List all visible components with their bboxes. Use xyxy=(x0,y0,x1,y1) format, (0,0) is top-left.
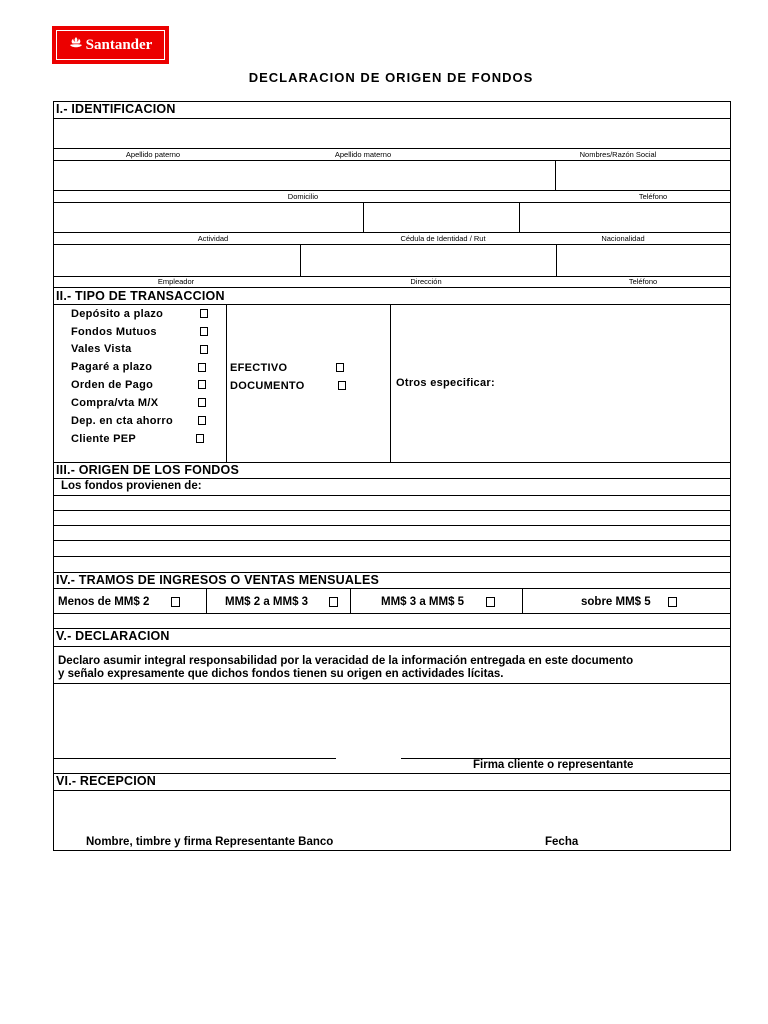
apellido-paterno-label: Apellido paterno xyxy=(125,150,181,159)
cliente-pep-checkbox[interactable] xyxy=(196,434,204,443)
efectivo-checkbox[interactable] xyxy=(336,363,344,372)
fondos-mutuos-label: Fondos Mutuos xyxy=(71,326,157,338)
menos-mm2-checkbox[interactable] xyxy=(171,597,180,607)
actividad-input[interactable] xyxy=(54,203,363,232)
deposito-plazo-checkbox[interactable] xyxy=(200,309,208,318)
mm2-mm3-checkbox[interactable] xyxy=(329,597,338,607)
fecha-label: Fecha xyxy=(545,836,579,848)
section-tipo-transaccion-title: II.- TIPO DE TRANSACCION xyxy=(56,289,225,303)
nombres-razon-social-label: Nombres/Razón Social xyxy=(579,150,657,159)
origen-fondos-line-1[interactable] xyxy=(54,496,730,510)
direccion-input[interactable] xyxy=(301,245,555,276)
sobre-mm5-label: sobre MM$ 5 xyxy=(581,596,651,608)
otros-especificar-input[interactable] xyxy=(503,311,728,459)
declaracion-text-line-2: y señalo expresamente que dichos fondos tienen su origen en actividades lícitas. xyxy=(58,668,504,680)
dep-cta-ahorro-checkbox[interactable] xyxy=(198,416,206,425)
firma-cliente-label: Firma cliente o representante xyxy=(473,759,634,771)
brand-name: Santander xyxy=(85,36,153,53)
cedula-rut-input[interactable] xyxy=(364,203,519,232)
pagare-plazo-label: Pagaré a plazo xyxy=(71,361,153,373)
section-tramos-ingresos-title: IV.- TRAMOS DE INGRESOS O VENTAS MENSUALES xyxy=(56,573,380,587)
mm3-mm5-label: MM$ 3 a MM$ 5 xyxy=(381,596,465,608)
compra-vta-mx-label: Compra/vta M/X xyxy=(71,397,159,409)
declaracion-text-line-1: Declaro asumir integral responsabilidad por la veracidad de la información entregada en este documento xyxy=(58,655,634,667)
declaration-form xyxy=(53,101,731,851)
telefono-input[interactable] xyxy=(556,161,730,190)
nacionalidad-input[interactable] xyxy=(520,203,730,232)
section-recepcion-title: VI.- RECEPCION xyxy=(56,774,157,788)
santander-logo xyxy=(52,26,169,64)
sobre-mm5-checkbox[interactable] xyxy=(668,597,677,607)
vales-vista-label: Vales Vista xyxy=(71,343,132,355)
flame-icon xyxy=(69,36,83,55)
telefono-label: Teléfono xyxy=(638,192,668,201)
section-identificacion-title: I.- IDENTIFICACION xyxy=(56,102,176,116)
domicilio-input[interactable] xyxy=(54,161,554,190)
telefono-empleador-label: Teléfono xyxy=(628,277,658,286)
orden-pago-label: Orden de Pago xyxy=(71,379,154,391)
representante-banco-label: Nombre, timbre y firma Representante Banco xyxy=(86,836,334,848)
section-origen-fondos-title: III.- ORIGEN DE LOS FONDOS xyxy=(56,463,239,477)
empleador-label: Empleador xyxy=(157,277,195,286)
telefono-empleador-input[interactable] xyxy=(557,245,730,276)
fondos-mutuos-checkbox[interactable] xyxy=(200,327,208,336)
pagare-plazo-checkbox[interactable] xyxy=(198,363,206,372)
deposito-plazo-label: Depósito a plazo xyxy=(71,308,164,320)
origen-fondos-line-3[interactable] xyxy=(54,526,730,540)
empleador-input[interactable] xyxy=(54,245,299,276)
recepcion-signature-area[interactable] xyxy=(54,791,730,833)
apellido-materno-label: Apellido materno xyxy=(334,150,392,159)
apellidos-nombres-input[interactable] xyxy=(54,119,730,148)
documento-label: DOCUMENTO xyxy=(230,380,305,392)
signature-area-right[interactable] xyxy=(401,691,728,757)
documento-checkbox[interactable] xyxy=(338,381,346,390)
compra-vta-mx-checkbox[interactable] xyxy=(198,398,206,407)
domicilio-label: Domicilio xyxy=(287,192,319,201)
actividad-label: Actividad xyxy=(197,234,229,243)
fondos-provienen-label: Los fondos provienen de: xyxy=(61,480,202,492)
efectivo-label: EFECTIVO xyxy=(230,362,288,374)
origen-fondos-line-2[interactable] xyxy=(54,511,730,525)
nacionalidad-label: Nacionalidad xyxy=(601,234,645,243)
origen-fondos-line-4[interactable] xyxy=(54,541,730,556)
mm2-mm3-label: MM$ 2 a MM$ 3 xyxy=(225,596,309,608)
signature-area-left[interactable] xyxy=(55,691,335,757)
direccion-label: Dirección xyxy=(410,277,442,286)
dep-cta-ahorro-label: Dep. en cta ahorro xyxy=(71,415,173,427)
vales-vista-checkbox[interactable] xyxy=(200,345,208,354)
otros-especificar-label: Otros especificar: xyxy=(396,377,495,389)
cedula-rut-label: Cédula de Identidad / Rut xyxy=(400,234,486,243)
document-title: DECLARACION DE ORIGEN DE FONDOS xyxy=(248,70,534,85)
orden-pago-checkbox[interactable] xyxy=(198,380,206,389)
mm3-mm5-checkbox[interactable] xyxy=(486,597,495,607)
section-declaracion-title: V.- DECLARACION xyxy=(56,629,170,643)
cliente-pep-label: Cliente PEP xyxy=(71,433,137,445)
menos-mm2-label: Menos de MM$ 2 xyxy=(58,596,150,608)
